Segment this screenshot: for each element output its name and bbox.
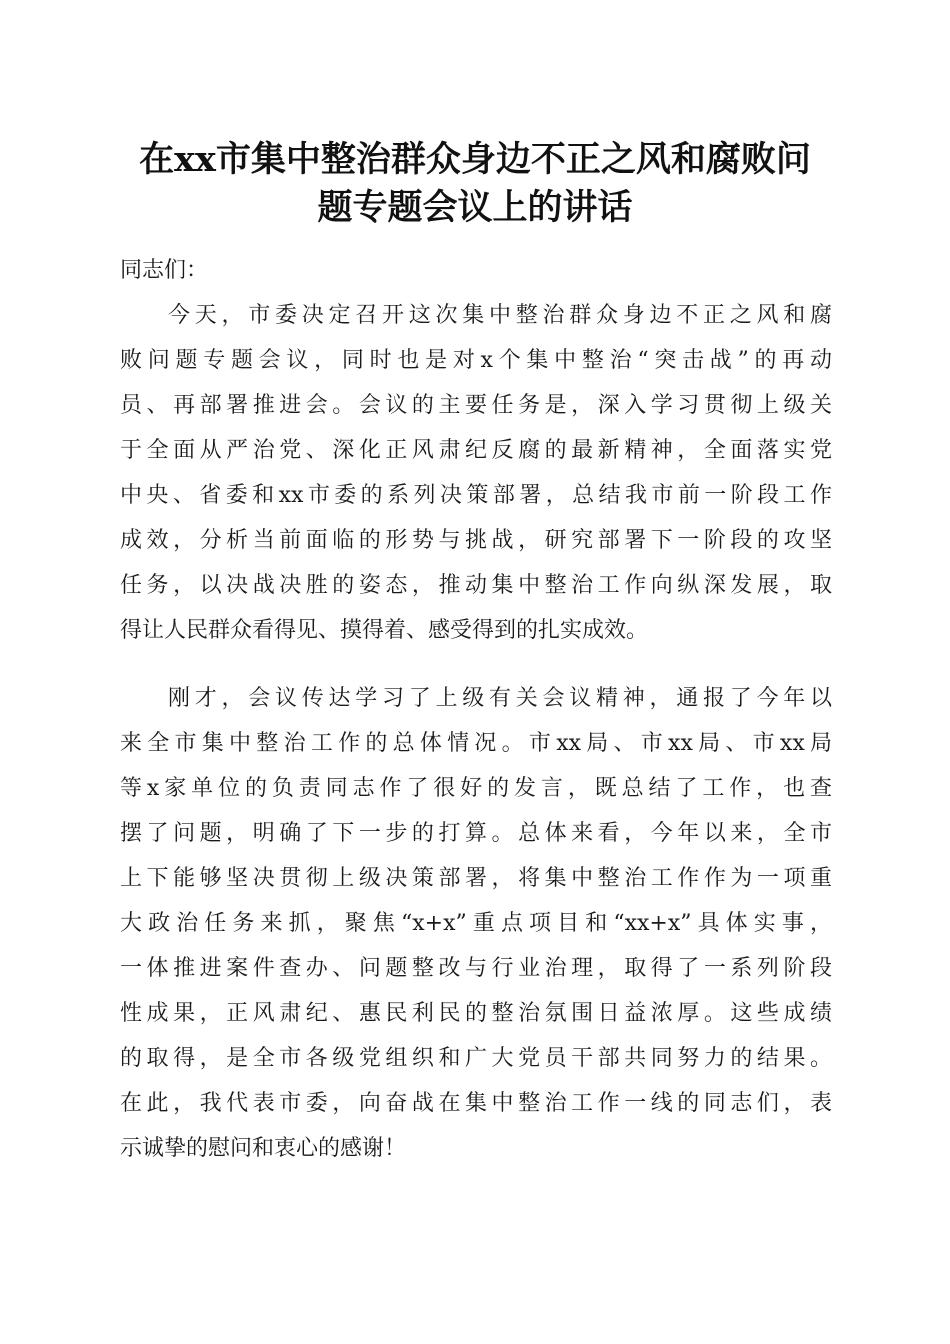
paragraph-2-line: 来全市集中整治工作的总体情况。市xx局、市xx局、市xx局 (120, 731, 832, 756)
paragraph-2-line: 刚才，会议传达学习了上级有关会议精神，通报了今年以 (168, 686, 832, 711)
paragraph-2-line: 大政治任务来抓，聚焦“x+x”重点项目和“xx+x”具体实事， (120, 911, 832, 936)
document-title-line-1: 在xx市集中整治群众身边不正之风和腐败问 (139, 139, 811, 180)
paragraph-2-line: 性成果，正风肃纪、惠民利民的整治氛围日益浓厚。这些成绩 (120, 1001, 832, 1026)
paragraph-2-line: 摆了问题，明确了下一步的打算。总体来看，今年以来，全市 (120, 821, 832, 846)
paragraph-2-line: 在此，我代表市委，向奋战在集中整治工作一线的同志们，表 (120, 1091, 832, 1116)
salutation: 同志们： (120, 258, 209, 283)
paragraph-1-line: 今天，市委决定召开这次集中整治群众身边不正之风和腐 (168, 303, 832, 328)
paragraph-2-line: 等x家单位的负责同志作了很好的发言，既总结了工作，也查 (120, 776, 832, 801)
document-title-line-2: 题专题会议上的讲话 (317, 187, 633, 228)
paragraph-1-line: 于全面从严治党、深化正风肃纪反腐的最新精神，全面落实党 (120, 438, 832, 463)
paragraph-1-line: 成效，分析当前面临的形势与挑战，研究部署下一阶段的攻坚 (120, 528, 832, 553)
paragraph-2-line: 的取得，是全市各级党组织和广大党员干部共同努力的结果。 (120, 1046, 832, 1071)
paragraph-2-line: 一体推进案件查办、问题整改与行业治理，取得了一系列阶段 (120, 956, 832, 981)
paragraph-1-line: 得让人民群众看得见、摸得着、感受得到的扎实成效。 (120, 618, 649, 643)
paragraph-1-line: 员、再部署推进会。会议的主要任务是，深入学习贯彻上级关 (120, 393, 832, 418)
paragraph-2-line: 示诚挚的慰问和衷心的感谢！ (120, 1136, 407, 1161)
paragraph-1-line: 败问题专题会议，同时也是对x个集中整治“突击战”的再动 (120, 348, 832, 373)
paragraph-2-line: 上下能够坚决贯彻上级决策部署，将集中整治工作作为一项重 (120, 866, 832, 891)
paragraph-1-line: 任务，以决战决胜的姿态，推动集中整治工作向纵深发展，取 (120, 573, 832, 598)
paragraph-1-line: 中央、省委和xx市委的系列决策部署，总结我市前一阶段工作 (120, 483, 832, 508)
